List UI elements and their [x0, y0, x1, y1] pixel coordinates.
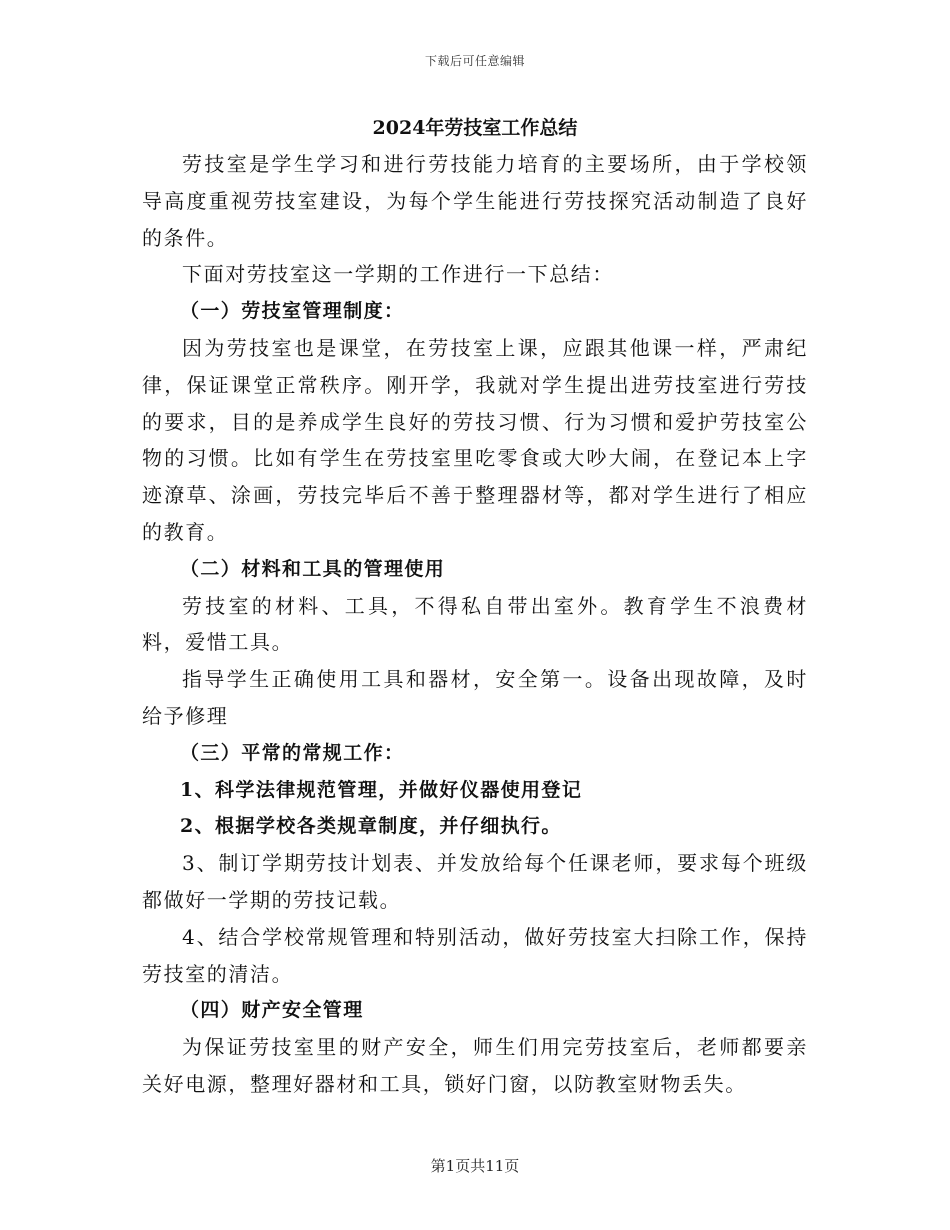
paragraph-safety: 为保证劳技室里的财产安全，师生们用完劳技室后，老师都要亲关好电源，整理好器材和工具，锁好门窗，以防教室财物丢失。 — [142, 1035, 808, 1096]
section-heading-management: （一）劳技室管理制度： — [180, 300, 405, 323]
document-title: 2024年劳技室工作总结 — [372, 117, 578, 139]
page-footer-number: 第1页共11页 — [430, 1157, 520, 1175]
paragraph-materials: 劳技室的材料、工具，不得私自带出室外。教育学生不浪费材料，爱惜工具。 — [142, 593, 808, 655]
paragraph-management: 因为劳技室也是课堂，在劳技室上课，应跟其他课一样，严肃纪律，保证课堂正常秩序。刚开学，我就对学生提出进劳技室进行劳技的要求，目的是养成学生良好的劳技习惯、行为习惯和爱护劳技室公物的习惯。比如有学生在劳技室里吃零食或大吵大闹，在登记本上字迹潦草、涂画，劳技完毕后不善于整理器材等，都对学生进行了相应的教育。 — [142, 335, 808, 544]
routine-item-4: 4、结合学校常规管理和特别活动，做好劳技室大扫除工作，保持劳技室的清洁。 — [142, 924, 808, 986]
routine-item-3: 3、制订学期劳技计划表、并发放给每个任课老师，要求每个班级都做好一学期的劳技记载。 — [142, 851, 808, 912]
paragraph-intro: 劳技室是学生学习和进行劳技能力培育的主要场所，由于学校领导高度重视劳技室建设，为每个学生能进行劳技探究活动制造了良好的条件。 — [142, 152, 808, 250]
section-heading-routine: （三）平常的常规工作： — [180, 741, 405, 764]
section-heading-safety: （四）财产安全管理 — [180, 999, 364, 1022]
document-body — [142, 146, 808, 1103]
routine-item-2: 2、根据学校各类规章制度，并仔细执行。 — [180, 815, 562, 838]
page-header-note: 下载后可任意编辑 — [424, 54, 525, 68]
paragraph-summary-lead: 下面对劳技室这一学期的工作进行一下总结： — [182, 262, 614, 287]
section-heading-materials: （二）材料和工具的管理使用 — [180, 557, 446, 580]
paragraph-tools-guidance: 指导学生正确使用工具和器材，安全第一。设备出现故障，及时给予修理 — [142, 667, 808, 728]
routine-item-1: 1、科学法律规范管理，并做好仪器使用登记 — [180, 778, 583, 801]
